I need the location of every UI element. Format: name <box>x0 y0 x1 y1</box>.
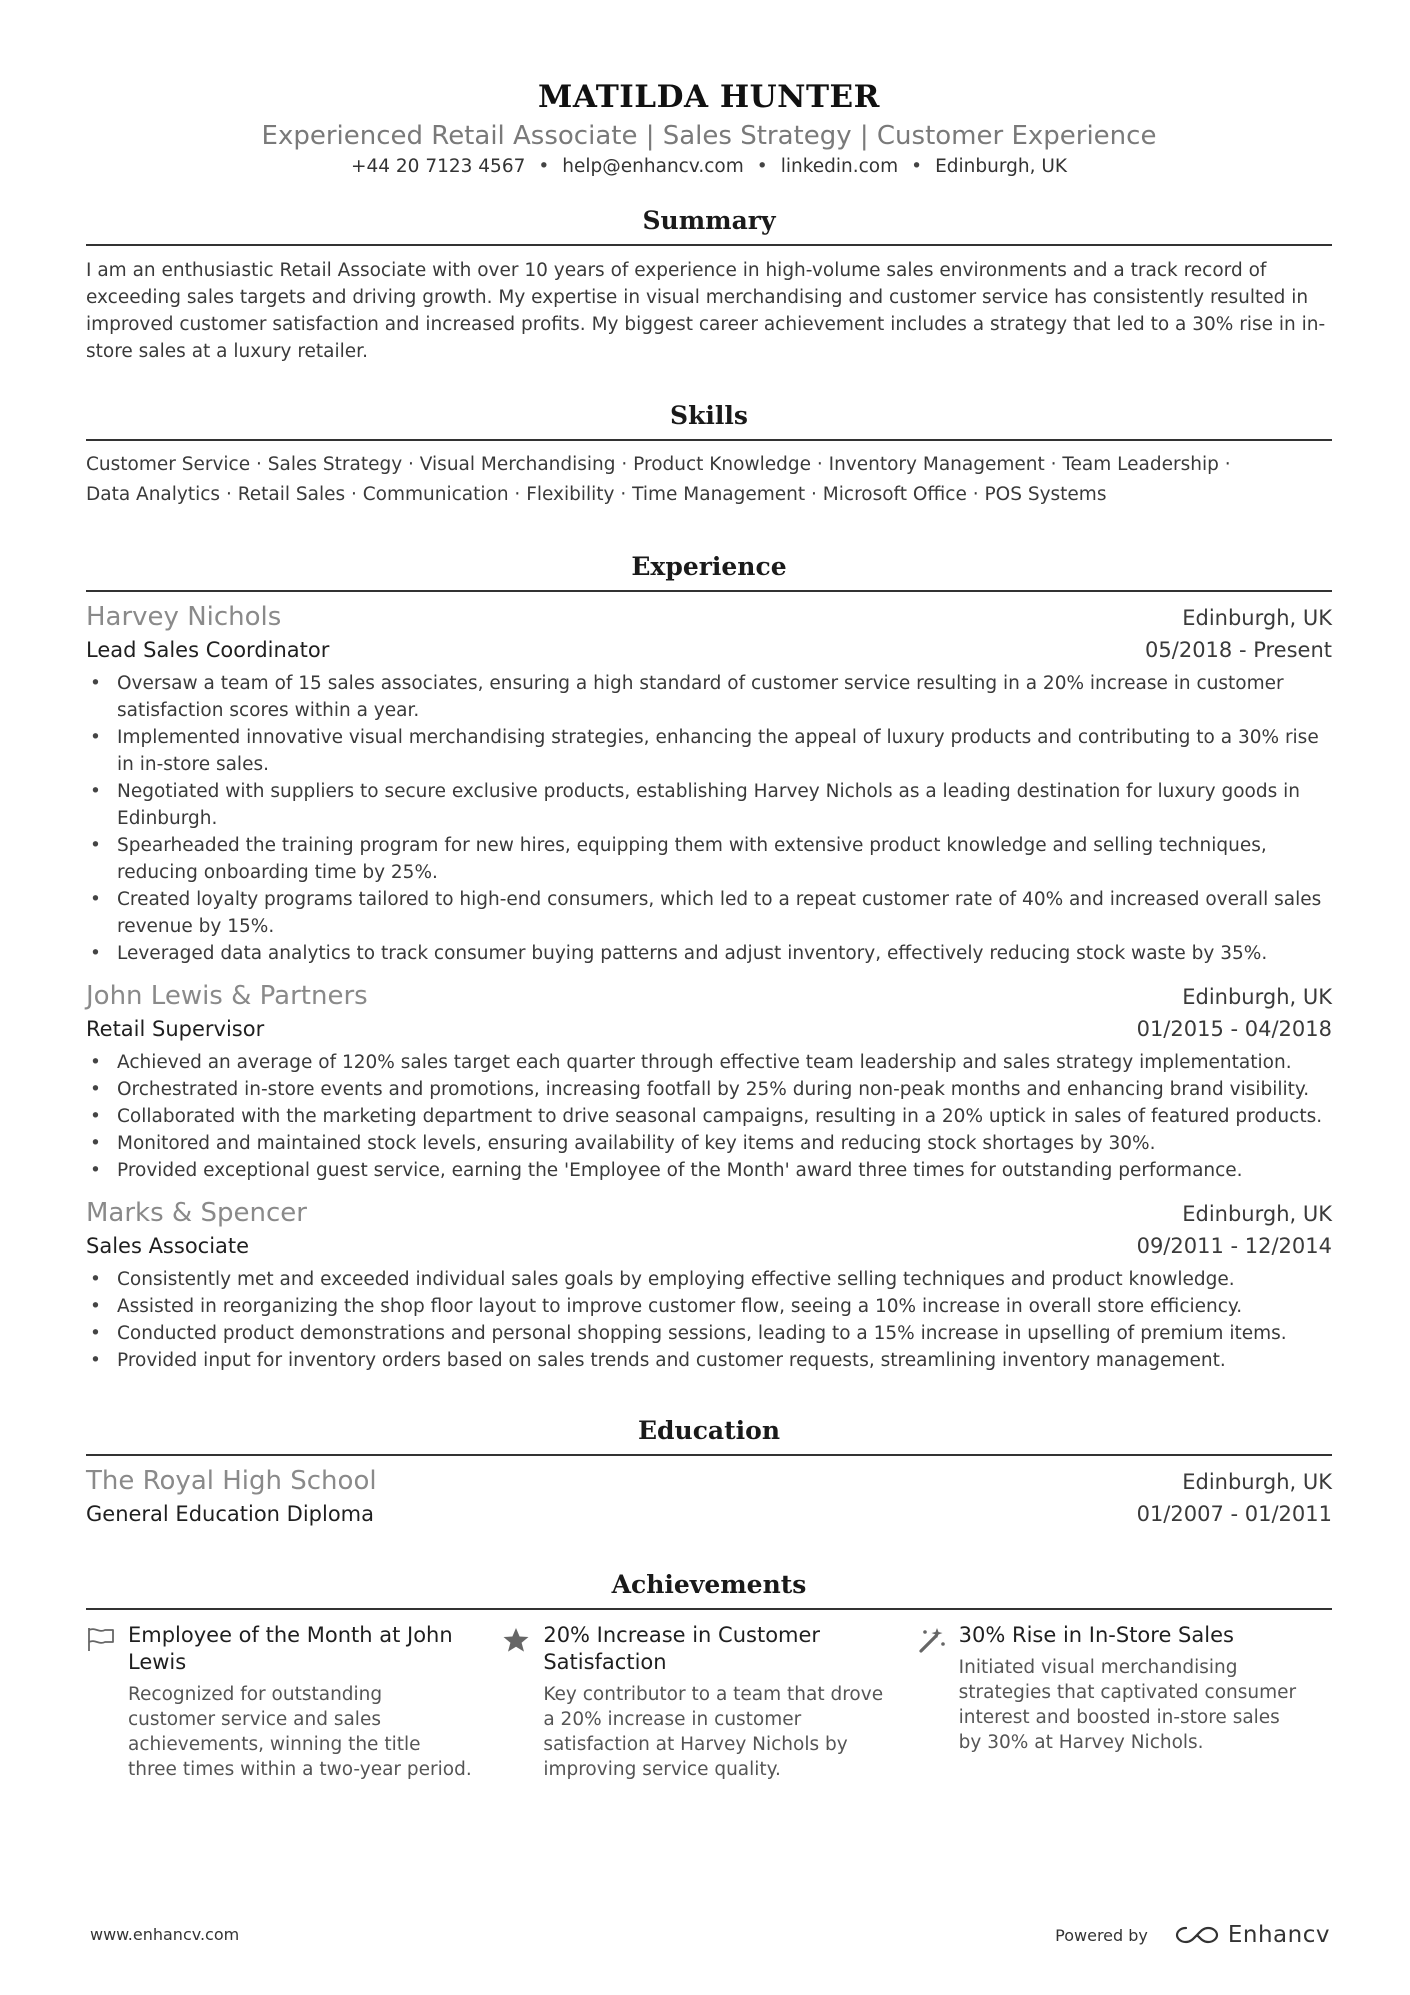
separator-dot: • <box>756 156 768 177</box>
bullet-item: • Provided input for inventory orders based on sales trends and customer requests, streamlining inventory management. <box>90 1350 1226 1371</box>
job-location: Edinburgh, UK <box>1182 1202 1332 1226</box>
bullet-item: • Provided exceptional guest service, earning the 'Employee of the Month' award three times for outstanding performance. <box>90 1160 1243 1181</box>
job-role: Lead Sales Coordinator <box>86 638 330 662</box>
bullet-item: • Leveraged data analytics to track consumer buying patterns and adjust inventory, effectively reducing stock waste by 35%. <box>90 943 1268 964</box>
job-bullets <box>86 1049 1332 1184</box>
bullet-item: • Created loyalty programs tailored to high-end consumers, which led to a repeat customer rate of 40% and increased overall sales revenue by 15%. <box>90 889 1322 937</box>
candidate-name: MATILDA HUNTER <box>538 79 880 115</box>
section-title-education: Education <box>637 1416 781 1445</box>
bullet-item: • Negotiated with suppliers to secure exclusive products, establishing Harvey Nichols as a leading destination for luxury goods in Edinburgh. <box>90 781 1300 829</box>
job-role: Sales Associate <box>86 1234 250 1258</box>
achievements-grid <box>86 1622 1332 1782</box>
job-location: Edinburgh, UK <box>1182 985 1332 1009</box>
section-title-achievements: Achievements <box>611 1570 807 1599</box>
school-location: Edinburgh, UK <box>1182 1470 1332 1494</box>
candidate-title: Experienced Retail Associate | Sales Strategy | Customer Experience <box>261 121 1157 151</box>
section-title-skills: Skills <box>670 401 748 430</box>
section-divider <box>86 1454 1332 1456</box>
powered-by-label: Powered by <box>1055 1925 1148 1945</box>
achievements-section <box>86 1568 1332 1782</box>
company-name: Harvey Nichols <box>86 602 282 632</box>
company-name: Marks & Spencer <box>86 1198 307 1228</box>
powered-by <box>1055 1920 1330 1950</box>
bullet-item: • Oversaw a team of 15 sales associates, ensuring a high standard of customer service resulting in a 20% increase in customer satisfaction scores within a year. <box>90 673 1284 721</box>
contact-phone: +44 20 7123 4567 <box>350 156 526 177</box>
bullet-item: • Conducted product demonstrations and personal shopping sessions, leading to a 15% increase in upselling of premium items. <box>90 1323 1287 1344</box>
section-divider <box>86 439 1332 441</box>
achievement-title: Employee of the Month at John Lewis <box>128 1623 453 1674</box>
education-section <box>86 1414 1332 1530</box>
bullet-item: • Assisted in reorganizing the shop floor layout to improve customer flow, seeing a 10% increase in overall store efficiency. <box>90 1296 1243 1317</box>
experience-entry <box>86 600 1332 967</box>
job-dates: 09/2011 - 12/2014 <box>1136 1234 1332 1258</box>
experience-entry <box>86 979 1332 1184</box>
achievement-item <box>86 1622 501 1782</box>
contact-line <box>86 154 1332 180</box>
resume-page <box>86 0 1332 1782</box>
bullet-item: • Spearheaded the training program for new hires, equipping them with extensive product knowledge and selling techniques, reducing onboarding time by 25%. <box>90 835 1267 883</box>
section-divider <box>86 1608 1332 1610</box>
job-role: Retail Supervisor <box>86 1017 265 1041</box>
job-location: Edinburgh, UK <box>1182 606 1332 630</box>
job-bullets <box>86 1266 1332 1374</box>
bullet-item: • Collaborated with the marketing department to drive seasonal campaigns, resulting in a 20% uptick in sales of featured products. <box>90 1106 1323 1127</box>
summary-text: I am an enthusiastic Retail Associate with over 10 years of experience in high-volume sales environments and a track record of exceeding sales targets and driving growth. My expertise in visual merchandising and customer service has consistently resulted in improved customer satisfaction and increased profits. My biggest career achievement includes a strategy that led to a 30% rise in in-store sales at a luxury retailer. <box>86 260 1326 362</box>
achievement-description: Initiated visual merchandising strategies that captivated consumer interest and boosted in-store sales by 30% at Harvey Nichols. <box>958 1657 1297 1753</box>
separator-dot: • <box>538 156 550 177</box>
experience-section <box>86 550 1332 1374</box>
page-footer <box>90 1920 1330 1950</box>
section-title-summary: Summary <box>642 206 776 235</box>
bullet-item: • Monitored and maintained stock levels, ensuring availability of key items and reducing stock shortages by 30%. <box>90 1133 1156 1154</box>
flag-icon <box>86 1622 128 1782</box>
job-bullets <box>86 670 1332 967</box>
degree-name: General Education Diploma <box>86 1502 375 1526</box>
brand-name: Enhancv <box>1227 1922 1330 1948</box>
education-dates: 01/2007 - 01/2011 <box>1136 1502 1332 1526</box>
bullet-item: • Consistently met and exceeded individual sales goals by employing effective selling techniques and product knowledge. <box>90 1269 1235 1290</box>
bullet-item: • Orchestrated in-store events and promotions, increasing footfall by 25% during non-peak months and enhancing brand visibility. <box>90 1079 1310 1100</box>
education-entry <box>86 1464 1332 1530</box>
achievement-item <box>917 1622 1332 1782</box>
contact-linkedin: linkedin.com <box>780 156 899 177</box>
summary-section <box>86 204 1332 365</box>
company-name: John Lewis & Partners <box>86 981 368 1011</box>
job-dates: 05/2018 - Present <box>1145 638 1332 662</box>
section-title-experience: Experience <box>631 552 787 581</box>
bullet-item: • Implemented innovative visual merchandising strategies, enhancing the appeal of luxury products and contributing to a 30% rise in in-store sales. <box>90 727 1319 775</box>
section-divider <box>86 244 1332 246</box>
star-icon <box>501 1622 543 1782</box>
skills-section <box>86 399 1332 510</box>
section-divider <box>86 590 1332 592</box>
separator-dot: • <box>911 156 923 177</box>
enhancv-logo-icon <box>1174 1924 1220 1946</box>
magic-wand-icon <box>917 1622 959 1782</box>
skills-list-line-1: Customer Service · Sales Strategy · Visual Merchandising · Product Knowledge · Inventory Management · Team Leadership · <box>86 454 1231 475</box>
experience-entry <box>86 1196 1332 1374</box>
footer-website-link[interactable]: www.enhancv.com <box>90 1925 240 1944</box>
achievement-description: Key contributor to a team that drove a 20% increase in customer satisfaction at Harvey Nichols by improving service quality. <box>543 1684 884 1780</box>
job-dates: 01/2015 - 04/2018 <box>1136 1017 1332 1041</box>
achievement-title: 20% Increase in Customer Satisfaction <box>543 1623 821 1674</box>
bullet-item: • Achieved an average of 120% sales target each quarter through effective team leadership and sales strategy implementation. <box>90 1052 1292 1073</box>
skills-list-line-2: Data Analytics · Retail Sales · Communication · Flexibility · Time Management · Microsoft Office · POS Systems <box>86 484 1107 505</box>
achievement-title: 30% Rise in In-Store Sales <box>958 1623 1234 1647</box>
contact-email: help@enhancv.com <box>562 156 744 177</box>
achievement-item <box>501 1622 916 1782</box>
achievement-description: Recognized for outstanding customer service and sales achievements, winning the title three times within a two-year period. <box>128 1684 472 1780</box>
resume-header <box>86 0 1332 180</box>
school-name: The Royal High School <box>86 1466 377 1496</box>
contact-location: Edinburgh, UK <box>935 156 1068 177</box>
